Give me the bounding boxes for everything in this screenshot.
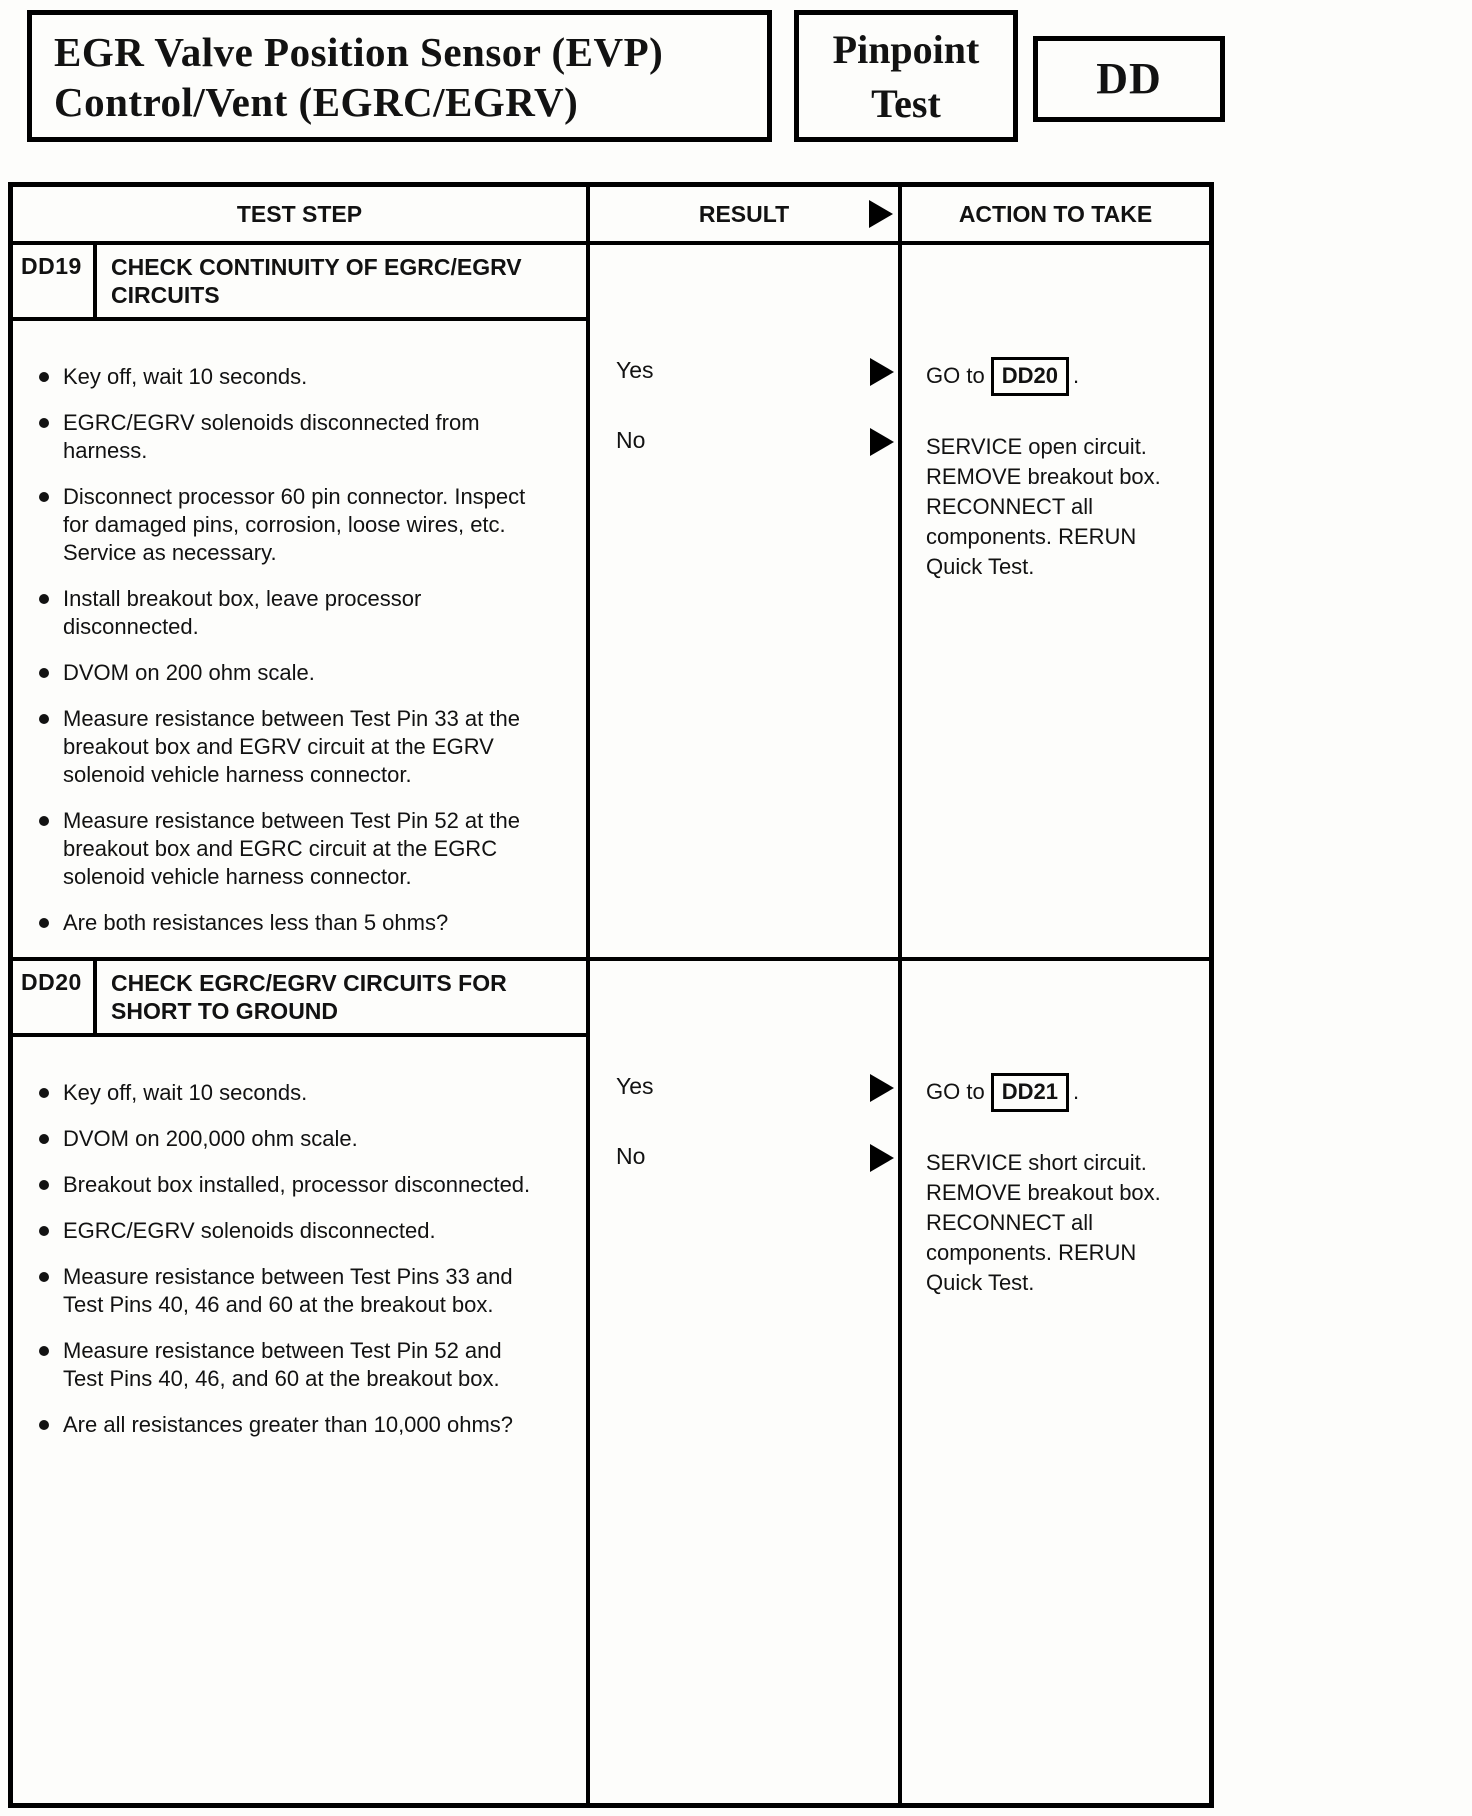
dd20-step-heading bbox=[13, 961, 586, 1037]
yes-label: Yes bbox=[616, 1073, 654, 1099]
pinpoint-test-box bbox=[794, 10, 1018, 142]
bullet-item bbox=[39, 1079, 540, 1107]
bullet-text: Measure resistance between Test Pin 33 at the breakout box and EGRV circuit at the EGRV solenoid vehicle harness connector. bbox=[63, 706, 520, 787]
dd20-result-no bbox=[590, 1143, 898, 1173]
step-reference-box: DD20 bbox=[991, 357, 1069, 396]
result-header-label: RESULT bbox=[698, 200, 790, 227]
test-step-row-dd19 bbox=[13, 245, 1209, 961]
go-to-text: GO to bbox=[926, 1079, 985, 1104]
bullet-item bbox=[39, 1411, 540, 1439]
bullet-text: EGRC/EGRV solenoids disconnected. bbox=[63, 1218, 436, 1243]
result-arrow-icon bbox=[870, 428, 894, 456]
bullet-item bbox=[39, 909, 540, 937]
bullet-icon bbox=[39, 1226, 49, 1236]
dd19-yes-action bbox=[926, 357, 1195, 396]
bullet-icon bbox=[39, 1272, 49, 1282]
result-arrow-icon bbox=[870, 1074, 894, 1102]
period-text: . bbox=[1072, 1079, 1080, 1104]
dd19-step-title: CHECK CONTINUITY OF EGRC/EGRV CIRCUITS bbox=[111, 254, 522, 308]
bullet-item bbox=[39, 1125, 540, 1153]
bullet-item bbox=[39, 585, 540, 641]
pinpoint-label-line1: Pinpoint bbox=[832, 27, 980, 72]
go-to-text: GO to bbox=[926, 363, 985, 388]
dd20-step-id: DD20 bbox=[13, 961, 97, 1033]
bullet-text: DVOM on 200 ohm scale. bbox=[63, 660, 315, 685]
doc-title-line2: Control/Vent (EGRC/EGRV) bbox=[54, 79, 579, 125]
bullet-text: EGRC/EGRV solenoids disconnected from harness. bbox=[63, 410, 480, 463]
dd19-bullet-list bbox=[13, 321, 586, 937]
bullet-item bbox=[39, 363, 540, 391]
bullet-item bbox=[39, 1217, 540, 1245]
dd20-action-cell bbox=[902, 961, 1209, 1803]
result-arrow-icon bbox=[870, 1144, 894, 1172]
result-arrow-icon bbox=[870, 358, 894, 386]
bullet-text: Install breakout box, leave processor disconnected. bbox=[63, 586, 422, 639]
pinpoint-test-table bbox=[8, 182, 1214, 1808]
bullet-icon bbox=[39, 1134, 49, 1144]
bullet-icon bbox=[39, 1420, 49, 1430]
dd19-action-cell bbox=[902, 245, 1209, 957]
dd19-result-cell bbox=[590, 245, 902, 957]
dd19-test-step-cell bbox=[13, 245, 590, 957]
step-reference-box: DD21 bbox=[991, 1073, 1069, 1112]
bullet-icon bbox=[39, 492, 49, 502]
bullet-icon bbox=[39, 816, 49, 826]
bullet-icon bbox=[39, 418, 49, 428]
bullet-item bbox=[39, 1337, 540, 1393]
bullet-text: Key off, wait 10 seconds. bbox=[63, 364, 308, 389]
title-box bbox=[27, 10, 772, 142]
dd20-result-yes bbox=[590, 1073, 898, 1103]
bullet-text: DVOM on 200,000 ohm scale. bbox=[63, 1126, 358, 1151]
dd20-bullet-list bbox=[13, 1037, 586, 1439]
test-code-box bbox=[1033, 36, 1225, 122]
col-header-action: ACTION TO TAKE bbox=[958, 200, 1153, 227]
dd20-test-step-cell bbox=[13, 961, 590, 1803]
period-text: . bbox=[1072, 363, 1080, 388]
bullet-icon bbox=[39, 668, 49, 678]
no-label: No bbox=[616, 427, 646, 453]
col-header-result bbox=[590, 187, 902, 241]
yes-label: Yes bbox=[616, 357, 654, 383]
bullet-icon bbox=[39, 1088, 49, 1098]
no-label: No bbox=[616, 1143, 646, 1169]
col-header-test-step: TEST STEP bbox=[13, 187, 590, 241]
bullet-item bbox=[39, 705, 540, 789]
dd20-yes-action bbox=[926, 1073, 1195, 1112]
bullet-icon bbox=[39, 372, 49, 382]
result-arrow-icon bbox=[869, 200, 893, 228]
bullet-text: Measure resistance between Test Pin 52 at the breakout box and EGRC circuit at the EGRC solenoid vehicle harness connector. bbox=[63, 808, 520, 889]
dd19-no-action: SERVICE open circuit. REMOVE breakout box. RECONNECT all components. RERUN Quick Test. bbox=[926, 434, 1161, 579]
bullet-item bbox=[39, 409, 540, 465]
bullet-item bbox=[39, 483, 540, 567]
bullet-text: Measure resistance between Test Pin 52 and Test Pins 40, 46, and 60 at the breakout box. bbox=[63, 1338, 502, 1391]
bullet-item bbox=[39, 1263, 540, 1319]
bullet-text: Disconnect processor 60 pin connector. Inspect for damaged pins, corrosion, loose wires, etc. Service as necessary. bbox=[63, 484, 526, 565]
test-code-label: DD bbox=[1096, 54, 1162, 103]
bullet-item bbox=[39, 1171, 540, 1199]
dd19-step-id: DD19 bbox=[13, 245, 97, 317]
dd20-step-title: CHECK EGRC/EGRV CIRCUITS FOR SHORT TO GROUND bbox=[111, 970, 507, 1024]
bullet-text: Are both resistances less than 5 ohms? bbox=[63, 910, 449, 935]
bullet-text: Key off, wait 10 seconds. bbox=[63, 1080, 308, 1105]
bullet-icon bbox=[39, 918, 49, 928]
bullet-item bbox=[39, 659, 540, 687]
test-step-row-dd20 bbox=[13, 961, 1209, 1803]
bullet-item bbox=[39, 807, 540, 891]
dd20-result-cell bbox=[590, 961, 902, 1803]
pinpoint-label-line2: Test bbox=[871, 81, 941, 126]
table-header-row bbox=[13, 187, 1209, 245]
doc-title-line1: EGR Valve Position Sensor (EVP) bbox=[54, 29, 664, 75]
page-header bbox=[27, 10, 1225, 142]
bullet-text: Breakout box installed, processor disconnected. bbox=[63, 1172, 531, 1197]
bullet-icon bbox=[39, 714, 49, 724]
dd19-result-yes bbox=[590, 357, 898, 387]
bullet-text: Measure resistance between Test Pins 33 and Test Pins 40, 46 and 60 at the breakout box. bbox=[63, 1264, 513, 1317]
bullet-icon bbox=[39, 1180, 49, 1190]
bullet-icon bbox=[39, 594, 49, 604]
dd19-step-heading bbox=[13, 245, 586, 321]
bullet-text: Are all resistances greater than 10,000 ohms? bbox=[63, 1412, 514, 1437]
bullet-icon bbox=[39, 1346, 49, 1356]
dd19-result-no bbox=[590, 427, 898, 457]
dd20-no-action: SERVICE short circuit. REMOVE breakout box. RECONNECT all components. RERUN Quick Test. bbox=[926, 1150, 1161, 1295]
